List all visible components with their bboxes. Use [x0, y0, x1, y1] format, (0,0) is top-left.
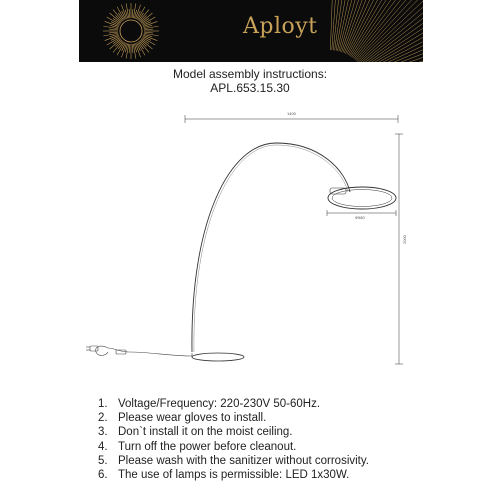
power-cable: [86, 346, 192, 356]
ring-diameter-label: Ф580: [355, 215, 365, 220]
model-number: APL.653.15.30: [210, 81, 290, 95]
list-item: 2. Please wear gloves to install.: [98, 412, 267, 425]
width-dimension-line: [185, 115, 398, 123]
height-label: 2000: [402, 235, 407, 244]
page-title: Model assembly instructions:: [172, 67, 328, 81]
instruction-list: [98, 397, 369, 482]
brand-logo: Aployt: [243, 14, 318, 39]
list-item: 6. The use of lamps is permissible: LED 1x30W.: [98, 469, 350, 482]
list-item: 4. Turn off the power before cleanout.: [98, 440, 297, 453]
height-dimension-line: [395, 134, 403, 364]
list-item: 3. Don`t install it on the moist ceiling.: [98, 426, 293, 439]
width-label: 1400: [287, 111, 296, 116]
lamp-arc-arm: [192, 143, 350, 352]
list-item: 5. Please wash with the sanitizer without corrosivity.: [98, 454, 369, 467]
list-item: 1. Voltage/Frequency: 220-230V 50-60Hz.: [98, 398, 321, 410]
ring-lamp-head: [328, 187, 396, 209]
lamp-base: [192, 353, 244, 361]
